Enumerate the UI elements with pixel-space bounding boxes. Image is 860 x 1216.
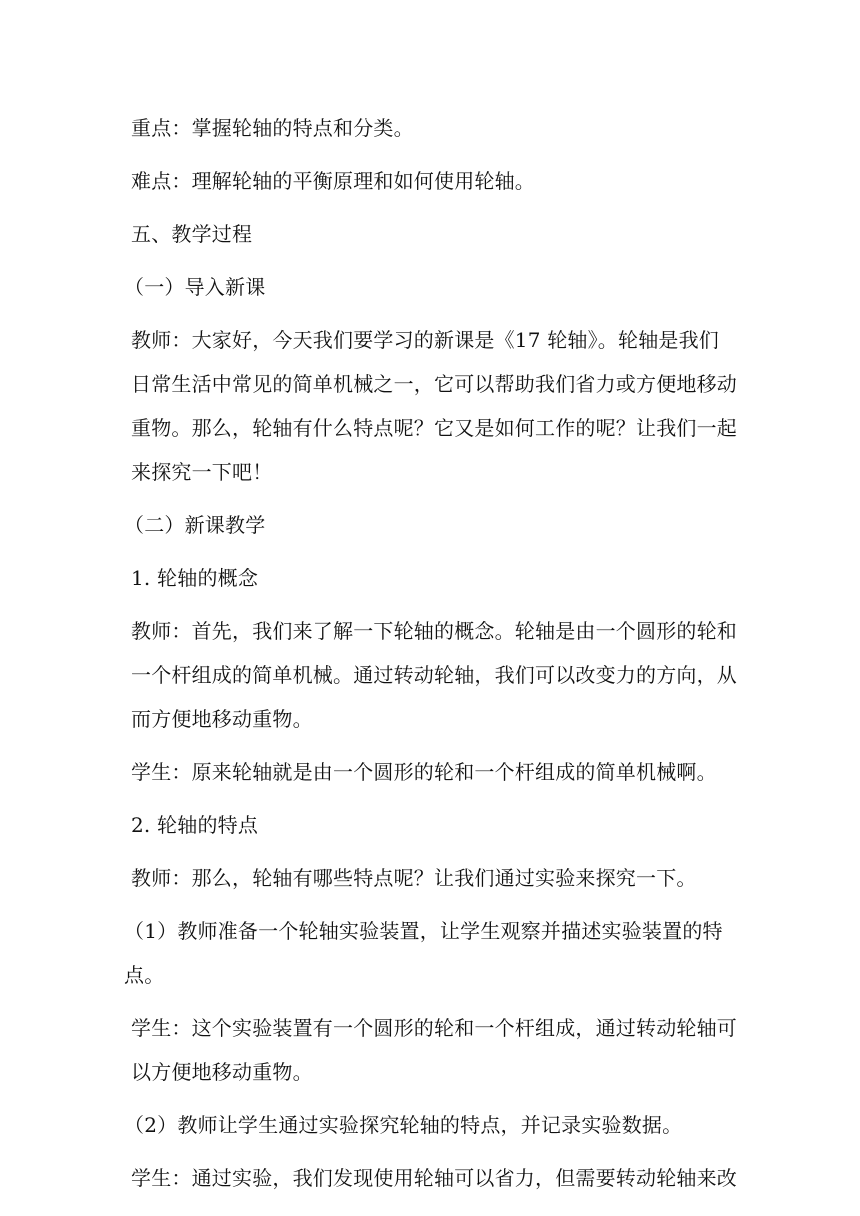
teacher-concept-paragraph: 教师：首先，我们来了解一下轮轴的概念。轮轴是由一个圆形的轮和一个杆组成的简单机械。通过转动轮轴，我们可以改变力的方向，从而方便地移动重物。 [131, 619, 737, 731]
item-heading-features: 2. 轮轴的特点 [131, 813, 259, 837]
student-step-two-reply: 学生：通过实验，我们发现使用轮轴可以省力，但需要转动轮轴来改 [131, 1166, 737, 1190]
difficulty-line: 难点：理解轮轴的平衡原理和如何使用轮轴。 [131, 169, 535, 193]
item-heading-concept: 1. 轮轴的概念 [131, 566, 259, 590]
subsection-heading-intro: （一）导入新课 [124, 275, 266, 299]
subsection-heading-new-lesson: （二）新课教学 [124, 513, 266, 537]
document-body [124, 106, 737, 1200]
student-concept-reply: 学生：原来轮轴就是由一个圆形的轮和一个杆组成的简单机械啊。 [131, 760, 717, 784]
teacher-intro-paragraph: 教师：大家好，今天我们要学习的新课是《17 轮轴》。轮轴是我们日常生活中常见的简单机械之一，它可以帮助我们省力或方便地移动重物。那么，轮轴有什么特点呢？它又是如何工作的呢？让我们一起来探究一下吧！ [131, 328, 737, 484]
step-two-paragraph: （2）教师让学生通过实验探究轮轴的特点，并记录实验数据。 [124, 1113, 683, 1137]
teacher-features-prompt: 教师：那么，轮轴有哪些特点呢？让我们通过实验来探究一下。 [131, 866, 697, 890]
student-step-one-reply: 学生：这个实验装置有一个圆形的轮和一个杆组成，通过转动轮轴可以方便地移动重物。 [131, 1016, 737, 1084]
section-heading-teaching-process: 五、教学过程 [131, 222, 253, 246]
step-one-paragraph: （1）教师准备一个轮轴实验装置，让学生观察并描述实验装置的特点。 [124, 919, 723, 987]
key-point-line: 重点：掌握轮轴的特点和分类。 [131, 116, 414, 140]
